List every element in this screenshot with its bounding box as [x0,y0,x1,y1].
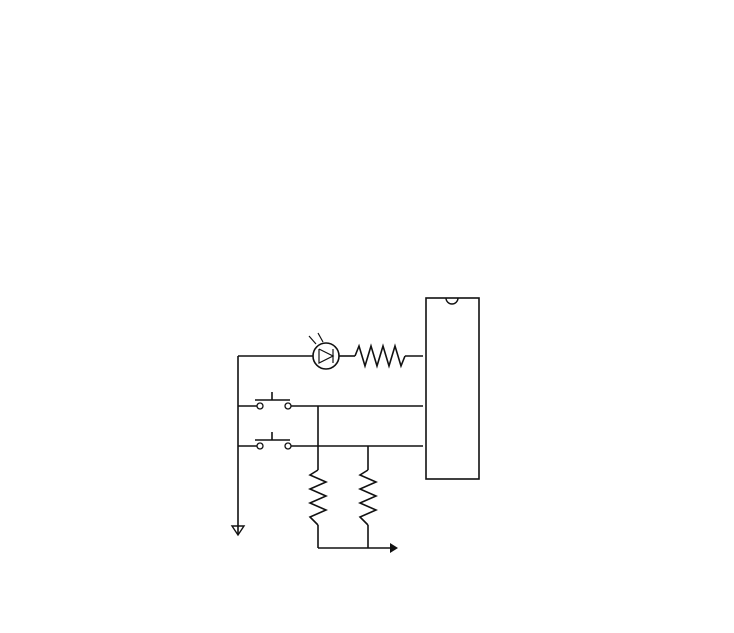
resistor-330 [355,346,405,366]
resistor-27k-right [360,470,376,525]
led-circle [313,343,339,369]
resistor-27k-left [310,470,326,525]
l1-node-left [257,403,263,409]
chip-body [426,298,479,479]
led-arrow-2 [318,333,323,342]
l2-node-right [285,443,291,449]
l2-node-left [257,443,263,449]
led-arrow-1 [309,336,316,344]
vdd-arrow [390,543,398,553]
led-diode-symbol [319,349,333,363]
l1-node-right [285,403,291,409]
